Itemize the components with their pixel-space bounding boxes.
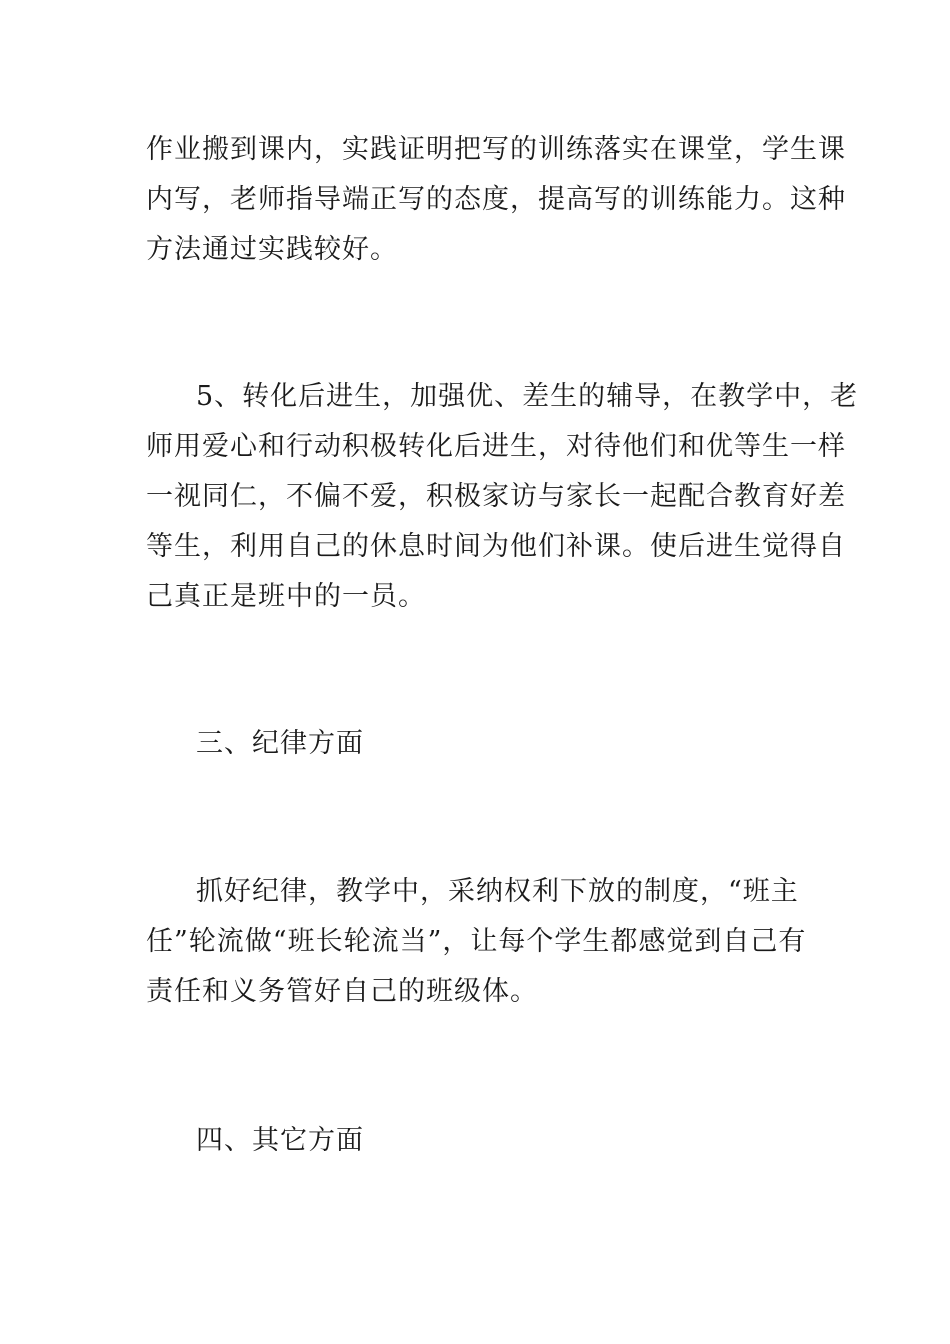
paragraph-line: 5、转化后进生，加强优、差生的辅导，在教学中，老 bbox=[196, 381, 859, 412]
paragraph-line: 内写，老师指导端正写的态度，提高写的训练能力。这种 bbox=[146, 184, 846, 215]
paragraph-line: 作业搬到课内，实践证明把写的训练落实在课堂，学生课 bbox=[146, 134, 846, 165]
paragraph-line: 师用爱心和行动积极转化后进生，对待他们和优等生一样 bbox=[146, 431, 846, 462]
paragraph-line: 责任和义务管好自己的班级体。 bbox=[146, 976, 538, 1007]
paragraph-line: 等生，利用自己的休息时间为他们补课。使后进生觉得自 bbox=[146, 531, 846, 562]
paragraph-line: 方法通过实践较好。 bbox=[146, 234, 398, 265]
paragraph-line: 己真正是班中的一员。 bbox=[146, 581, 426, 612]
paragraph-line: 任”轮流做“班长轮流当”，让每个学生都感觉到自己有 bbox=[146, 926, 807, 957]
paragraph-line: 抓好纪律，教学中，采纳权利下放的制度，“班主 bbox=[196, 876, 799, 907]
section-heading: 四、其它方面 bbox=[196, 1125, 364, 1156]
paragraph-line: 一视同仁，不偏不爱，积极家访与家长一起配合教育好差 bbox=[146, 481, 846, 512]
section-heading: 三、纪律方面 bbox=[196, 728, 364, 759]
